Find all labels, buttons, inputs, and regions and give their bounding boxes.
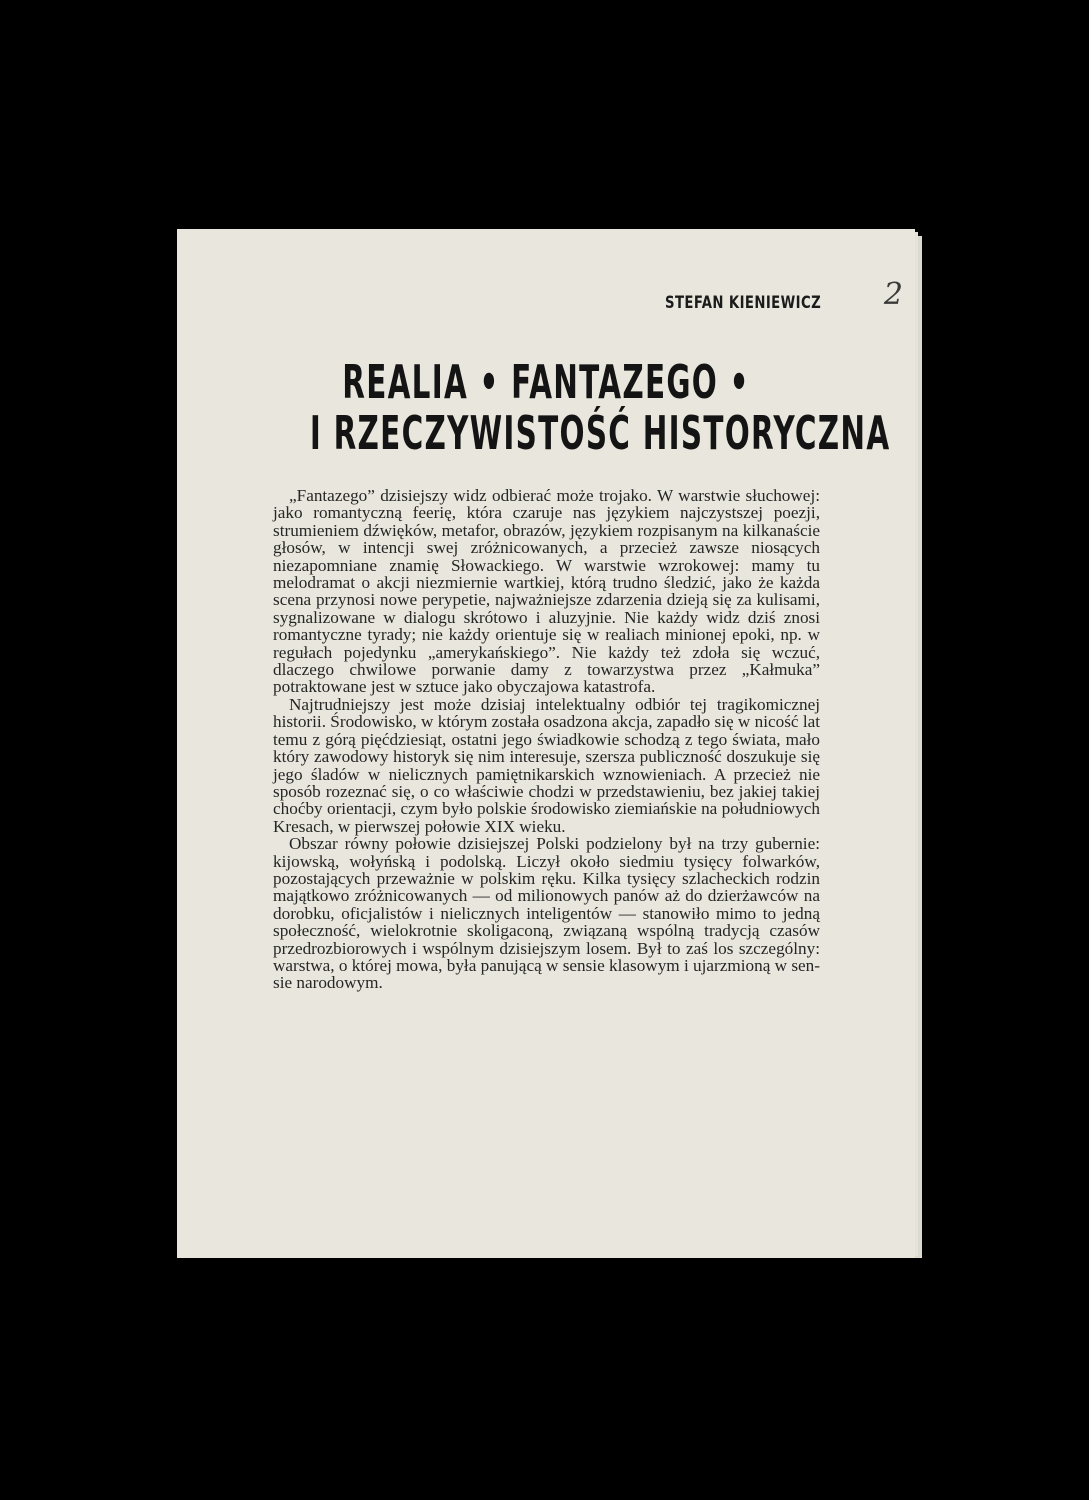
author-name: STEFAN KIENIEWICZ [664, 293, 821, 313]
handwritten-page-number: 2 [883, 277, 903, 312]
paragraph-3: Obszar równy połowie dzisiejszej Polski podzielony był na trzy gubernie: kijowską, wołyńską i podolską. Liczył około siedmiu tysięcy folwarków, pozostających przeważnie w polskim ręku. Kilka tysięcy szlacheckich rodzin majątkowo zróżnicowanych — od milionowych panów aż do dzierżawców na dorobku, oficjalistów i nielicznych inteligentów — stanowiło mimo to jedną społeczność, wielokrotnie skoligaconą, związaną wspólną tradycją czasów przedrozbiorowych i wspólnym dzisiejszym losem. Był to zaś los szczególny: warstwa, o której mowa, była panującą w sensie klasowym i ujarzmioną w sensie narodowym. [273, 834, 820, 993]
title-line-1: REALIA • FANTAZEGO • [342, 355, 750, 409]
paragraph-2: Najtrudniejszy jest może dzisiaj intelektualny odbiór tej tragikomicznej historii. Środowisko, w którym została osadzona akcja, zapadło się w nicość lat temu z górą pięćdziesiąt, ostatni jego świadkowie schodzą z tego świata, mało który zawodowy historyk się nim interesuje, szersza publiczność doszukuje się jego śladów w nielicznych pamiętnikarskich wznowieniach. A przecież nie sposób rozeznać się, o co właściwie chodzi w przedstawieniu, bez jakiej takiej choćby orientacji, czym było polskie środowisko ziemiańskie na południowych Kresach, w pierwszej połowie XIX wieku. [273, 694, 821, 836]
paragraph-1: „Fantazego” dzisiejszy widz odbierać może trojako. W warstwie słuchowej: jako romantyczną feerię, która czaruje nas językiem najczystszej poezji, strumieniem dźwięków, metafor, obrazów, językiem rozpisanym na kilkanaście głosów, w intencji swej zróżnicowanych, a przecież zawsze niosących niezapomniane znamię Słowackiego. W warstwie wzrokowej: mamy tu melodramat o akcji niezmiernie wartkiej, którą trudno śledzić, jako że każda scena przynosi nowe perypetie, najważniejsze zdarzenia dzieją się za kulisami, sygnalizowane w dialogu skrótowo i aluzyjnie. Nie każdy widz dziś znosi romantyczne tyrady; nie każdy orientuje się w realiach minionej epoki, np. w regułach pojedynku „amerykańskiego”. Nie każdy też zdoła się wczuć, dlaczego chwilowe porwanie damy z towarzystwa przez „Kałmuka” potraktowane jest w sztuce jako obyczajowa katastrofa. [273, 486, 820, 697]
article-title [177, 357, 915, 459]
article-body [273, 487, 820, 992]
title-line-2: I RZECZYWISTOŚĆ HISTORYCZNA [309, 406, 891, 460]
document-page [177, 229, 915, 1258]
